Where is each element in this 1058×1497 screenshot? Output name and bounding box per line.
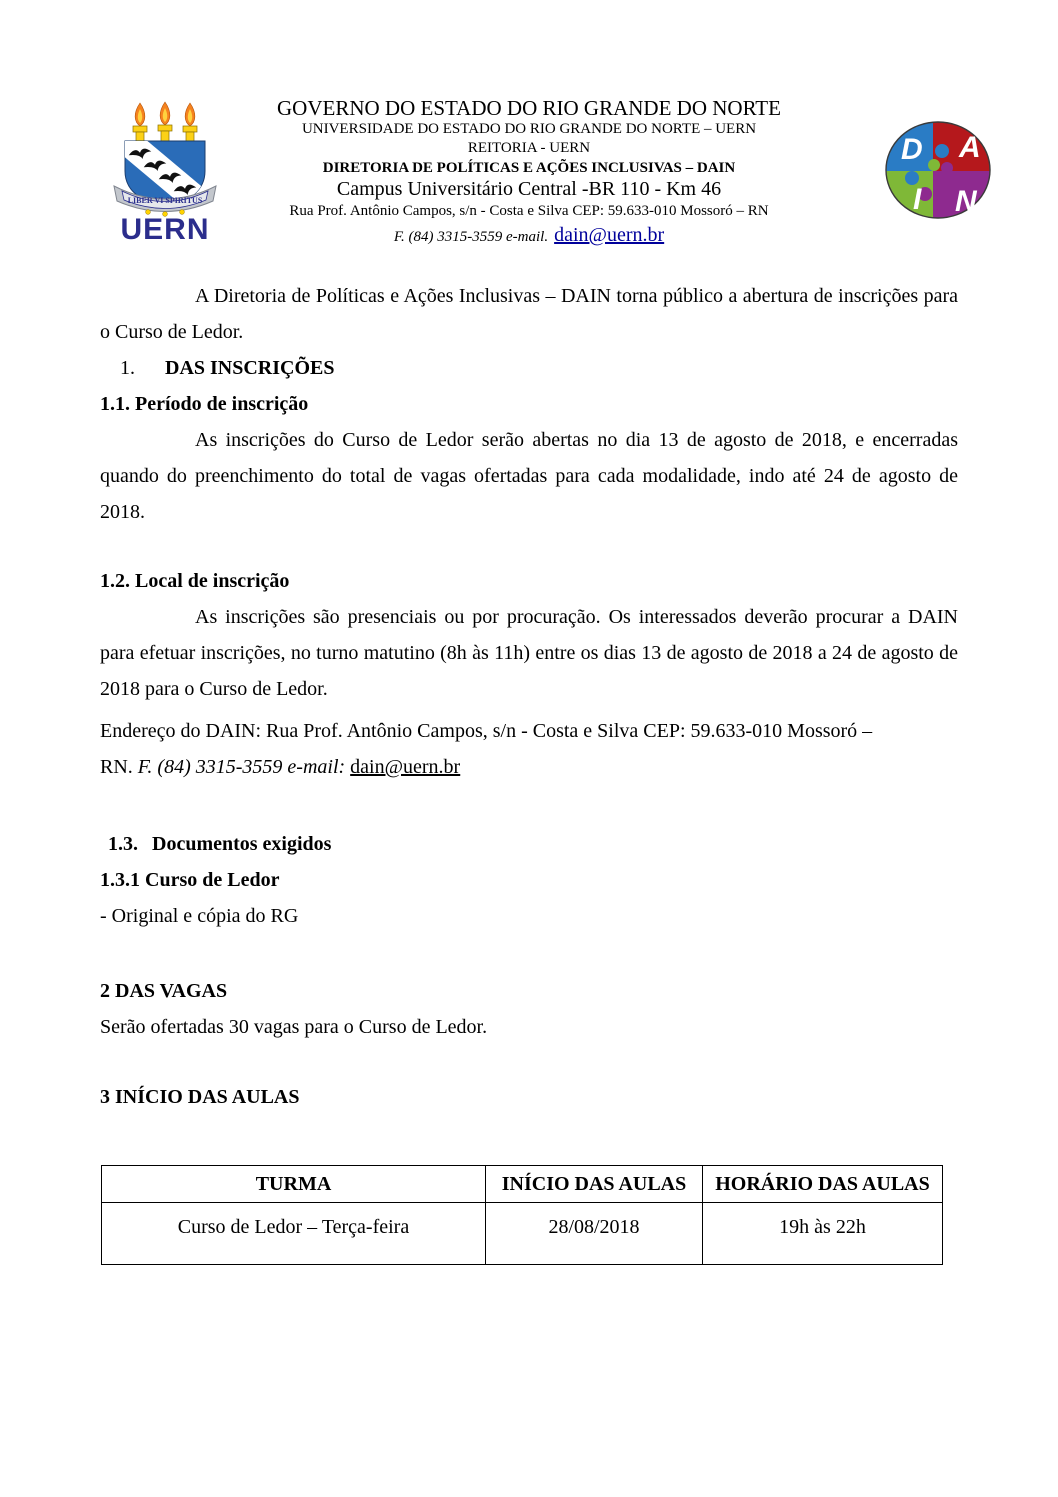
gov-line: GOVERNO DO ESTADO DO RIO GRANDE DO NORTE xyxy=(277,96,781,120)
col-header-horario: HORÁRIO DAS AULAS xyxy=(703,1166,943,1203)
dain-letter-d: D xyxy=(901,133,923,166)
address-line-2 xyxy=(100,749,958,785)
cell-turma: Curso de Ledor – Terça-feira xyxy=(102,1203,486,1265)
intro-paragraph: A Diretoria de Políticas e Ações Inclusivas – DAIN torna público a abertura de inscrições para o Curso de Ledor. xyxy=(100,285,958,343)
schedule-table xyxy=(101,1165,943,1265)
table-header-row xyxy=(102,1166,943,1203)
phone-text: F. (84) 3315-3559 e-mail. xyxy=(393,229,549,245)
section-1-3-1-heading: 1.3.1 Curso de Ledor xyxy=(100,869,280,891)
address-phone: F. (84) 3315-3559 e-mail: xyxy=(137,756,351,778)
uern-motto: LIBER VI SPIRITUS xyxy=(127,196,203,205)
section-1-heading xyxy=(100,350,958,386)
uern-logo xyxy=(110,100,220,240)
campus-line: Campus Universitário Central -BR 110 - Km 46 xyxy=(336,178,722,200)
letterhead-text xyxy=(199,96,859,250)
header-email-link[interactable]: dain@uern.br xyxy=(554,224,665,246)
street-line: Rua Prof. Antônio Campos, s/n - Costa e Silva CEP: 59.633-010 Mossoró – RN xyxy=(289,203,769,219)
table-row xyxy=(102,1203,943,1265)
phone-line xyxy=(199,222,859,250)
reitoria-line: REITORIA - UERN xyxy=(467,140,591,156)
col-header-turma: TURMA xyxy=(102,1166,486,1203)
section-1-3-heading xyxy=(100,826,958,862)
section-1-title: DAS INSCRIÇÕES xyxy=(165,357,335,379)
section-1-2-heading: 1.2. Local de inscrição xyxy=(100,570,290,592)
dain-address xyxy=(100,713,958,785)
torch-icon xyxy=(133,102,197,141)
section-1-3-number: 1.3. xyxy=(108,833,138,855)
col-header-inicio: INÍCIO DAS AULAS xyxy=(486,1166,703,1203)
section-2-heading: 2 DAS VAGAS xyxy=(100,980,228,1002)
dain-letter-n: N xyxy=(955,185,977,218)
letterhead xyxy=(100,96,981,248)
section-1-3-title: Documentos exigidos xyxy=(152,833,332,855)
document-body xyxy=(100,278,958,1265)
section-1-1-paragraph: As inscrições do Curso de Ledor serão abertas no dia 13 de agosto de 2018, e encerradas quando do preenchimento do total de vagas ofertadas para cada modalidade, indo até 24 de agosto de 2018. xyxy=(100,429,958,523)
dain-logo xyxy=(885,121,991,219)
address-line-1: Endereço do DAIN: Rua Prof. Antônio Campos, s/n - Costa e Silva CEP: 59.633-010 Mossoró – xyxy=(100,720,873,742)
uern-wordmark: UERN xyxy=(120,213,210,240)
dain-letter-a: A xyxy=(959,131,981,164)
schedule-table-wrap xyxy=(100,1165,958,1265)
diretoria-line: DIRETORIA DE POLÍTICAS E AÇÕES INCLUSIVAS – DAIN xyxy=(322,160,736,176)
section-3-heading: 3 INÍCIO DAS AULAS xyxy=(100,1086,300,1108)
section-1-2-paragraph: As inscrições são presenciais ou por procuração. Os interessados deverão procurar a DAIN para efetuar inscrições, no turno matutino (8h às 11h) entre os dias 13 de agosto de 2018 a 24 de agosto de 2018 para o Curso de Ledor. xyxy=(100,606,958,700)
body-email-link[interactable]: dain@uern.br xyxy=(350,756,461,778)
university-line: UNIVERSIDADE DO ESTADO DO RIO GRANDE DO NORTE – UERN xyxy=(301,121,757,137)
dain-letter-i: I xyxy=(913,183,922,216)
section-1-1-heading: 1.1. Período de inscrição xyxy=(100,393,309,415)
section-1-number: 1. xyxy=(120,357,135,379)
cell-inicio: 28/08/2018 xyxy=(486,1203,703,1265)
address-rn: RN. xyxy=(100,756,138,778)
document-item: - Original e cópia do RG xyxy=(100,905,299,927)
cell-horario: 19h às 22h xyxy=(703,1203,943,1265)
section-2-paragraph: Serão ofertadas 30 vagas para o Curso de Ledor. xyxy=(100,1016,488,1038)
